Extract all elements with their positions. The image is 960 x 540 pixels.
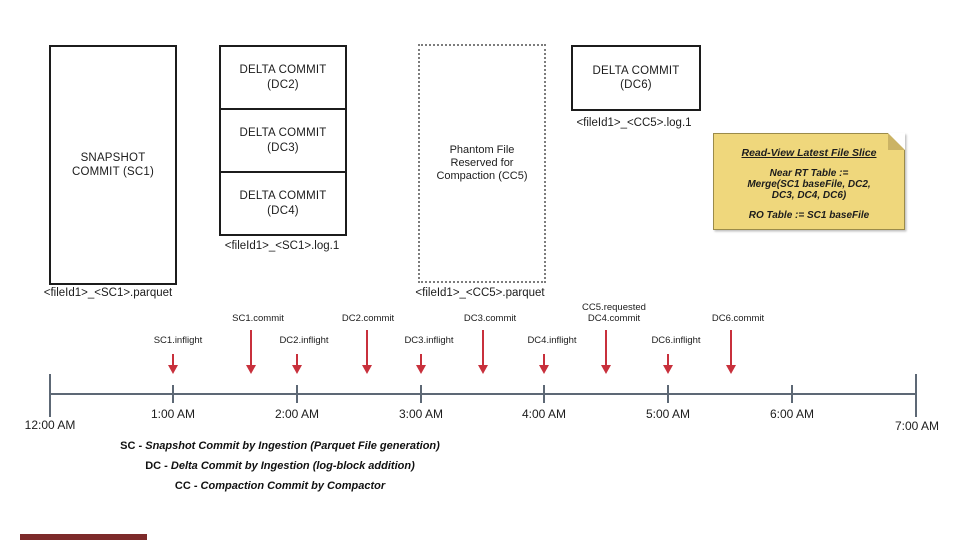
timeline-tick-2am	[296, 385, 298, 403]
event-label-dc3-inflight: DC3.inflight	[404, 335, 454, 346]
arrow-head-icon	[362, 365, 372, 374]
phantom-file-box	[418, 44, 546, 283]
phantom-label-line2: Reserved for	[450, 156, 514, 169]
dc6-label-line2: (DC6)	[620, 79, 652, 91]
hour-label-4am: 4:00 AM	[521, 407, 567, 421]
dc2-label-line2: (DC2)	[267, 78, 299, 91]
sticky-note-line2: Merge(SC1 baseFile, DC2,	[747, 179, 871, 190]
event-label-dc2-commit: DC2.commit	[341, 313, 395, 324]
arrow-head-icon	[416, 365, 426, 374]
arrow-dc2-inflight	[292, 354, 302, 374]
hour-label-1am: 1:00 AM	[150, 407, 196, 421]
arrow-head-icon	[663, 365, 673, 374]
hour-label-3am: 3:00 AM	[398, 407, 444, 421]
arrow-dc6-inflight	[663, 354, 673, 374]
timeline-end-bar	[915, 374, 917, 417]
arrow-head-icon	[292, 365, 302, 374]
timeline-start-bar	[49, 374, 51, 417]
bottom-left-bar	[20, 534, 147, 540]
phantom-label-line1: Phantom File	[449, 143, 515, 156]
snapshot-commit-label-line2: COMMIT (SC1)	[71, 166, 155, 178]
event-label-dc4-commit: DC4.commit	[587, 313, 641, 324]
hour-label-12am: 12:00 AM	[24, 418, 76, 432]
sticky-note-line1: Near RT Table :=	[769, 168, 849, 179]
timeline-tick-1am	[172, 385, 174, 403]
delta-commit-dc6-box	[571, 45, 701, 111]
hour-label-2am: 2:00 AM	[274, 407, 320, 421]
sticky-note-line3: DC3, DC4, DC6)	[771, 190, 847, 201]
timeline-tick-4am	[543, 385, 545, 403]
arrow-cc5-dc4-commit	[601, 330, 611, 374]
timeline-tick-5am	[667, 385, 669, 403]
arrow-head-icon	[168, 365, 178, 374]
delta-commit-stack	[219, 45, 347, 236]
arrow-dc2-commit	[362, 330, 372, 374]
delta-commit-dc3-cell	[221, 110, 345, 173]
event-label-sc1-inflight: SC1.inflight	[153, 335, 203, 346]
arrow-sc1-commit	[246, 330, 256, 374]
snapshot-commit-box	[49, 45, 177, 285]
sc1-log-filename: <fileId1>_<SC1>.log.1	[224, 240, 340, 252]
arrow-dc4-inflight	[539, 354, 549, 374]
delta-commit-dc4-cell	[221, 173, 345, 234]
dc4-label-line2: (DC4)	[267, 204, 299, 217]
cc5-parquet-filename: <fileId1>_<CC5>.parquet	[415, 287, 545, 299]
legend-cc-desc: Compaction Commit by Compactor	[200, 480, 386, 492]
read-view-sticky-note	[713, 133, 905, 230]
dc4-label-line1: DELTA COMMIT	[239, 190, 327, 203]
legend-sc-prefix: SC -	[120, 440, 146, 452]
timeline-axis	[50, 393, 916, 395]
legend-dc-prefix: DC -	[145, 460, 171, 472]
dc6-label-line1: DELTA COMMIT	[592, 64, 680, 77]
hour-label-7am: 7:00 AM	[894, 419, 940, 433]
sc1-parquet-filename: <fileId1>_<SC1>.parquet	[43, 287, 173, 299]
hour-label-6am: 6:00 AM	[769, 407, 815, 421]
event-label-dc6-inflight: DC6.inflight	[651, 335, 701, 346]
legend-cc-prefix: CC -	[174, 480, 201, 492]
sticky-note-title: Read-View Latest File Slice	[741, 147, 877, 159]
dc2-label-line1: DELTA COMMIT	[239, 64, 327, 77]
arrow-dc3-inflight	[416, 354, 426, 374]
arrow-head-icon	[601, 365, 611, 374]
legend-sc-desc: Snapshot Commit by Ingestion (Parquet File generation)	[145, 440, 440, 452]
sticky-note-line4: RO Table := SC1 baseFile	[748, 210, 870, 221]
event-label-dc2-inflight: DC2.inflight	[279, 335, 329, 346]
arrow-head-icon	[726, 365, 736, 374]
arrow-head-icon	[478, 365, 488, 374]
arrow-head-icon	[539, 365, 549, 374]
legend-cc	[0, 480, 560, 492]
legend-dc-desc: Delta Commit by Ingestion (log-block addition)	[170, 460, 415, 472]
event-label-sc1-commit: SC1.commit	[232, 313, 284, 324]
event-label-cc5-requested: CC5.requested	[582, 302, 646, 313]
event-label-dc4-inflight: DC4.inflight	[527, 335, 577, 346]
legend-dc	[0, 460, 560, 472]
arrow-sc1-inflight	[168, 354, 178, 374]
event-label-dc6-commit: DC6.commit	[711, 313, 765, 324]
event-label-dc3-commit: DC3.commit	[463, 313, 517, 324]
arrow-head-icon	[246, 365, 256, 374]
legend-sc	[0, 440, 560, 452]
timeline-tick-3am	[420, 385, 422, 403]
hour-label-5am: 5:00 AM	[645, 407, 691, 421]
arrow-dc3-commit	[478, 330, 488, 374]
arrow-dc6-commit	[726, 330, 736, 374]
delta-commit-dc2-cell	[221, 47, 345, 110]
cc5-log-filename: <fileId1>_<CC5>.log.1	[576, 117, 692, 129]
dc3-label-line2: (DC3)	[267, 141, 299, 154]
dc3-label-line1: DELTA COMMIT	[239, 127, 327, 140]
snapshot-commit-label-line1: SNAPSHOT	[80, 151, 146, 164]
phantom-label-line3: Compaction (CC5)	[436, 170, 528, 183]
timeline-tick-6am	[791, 385, 793, 403]
